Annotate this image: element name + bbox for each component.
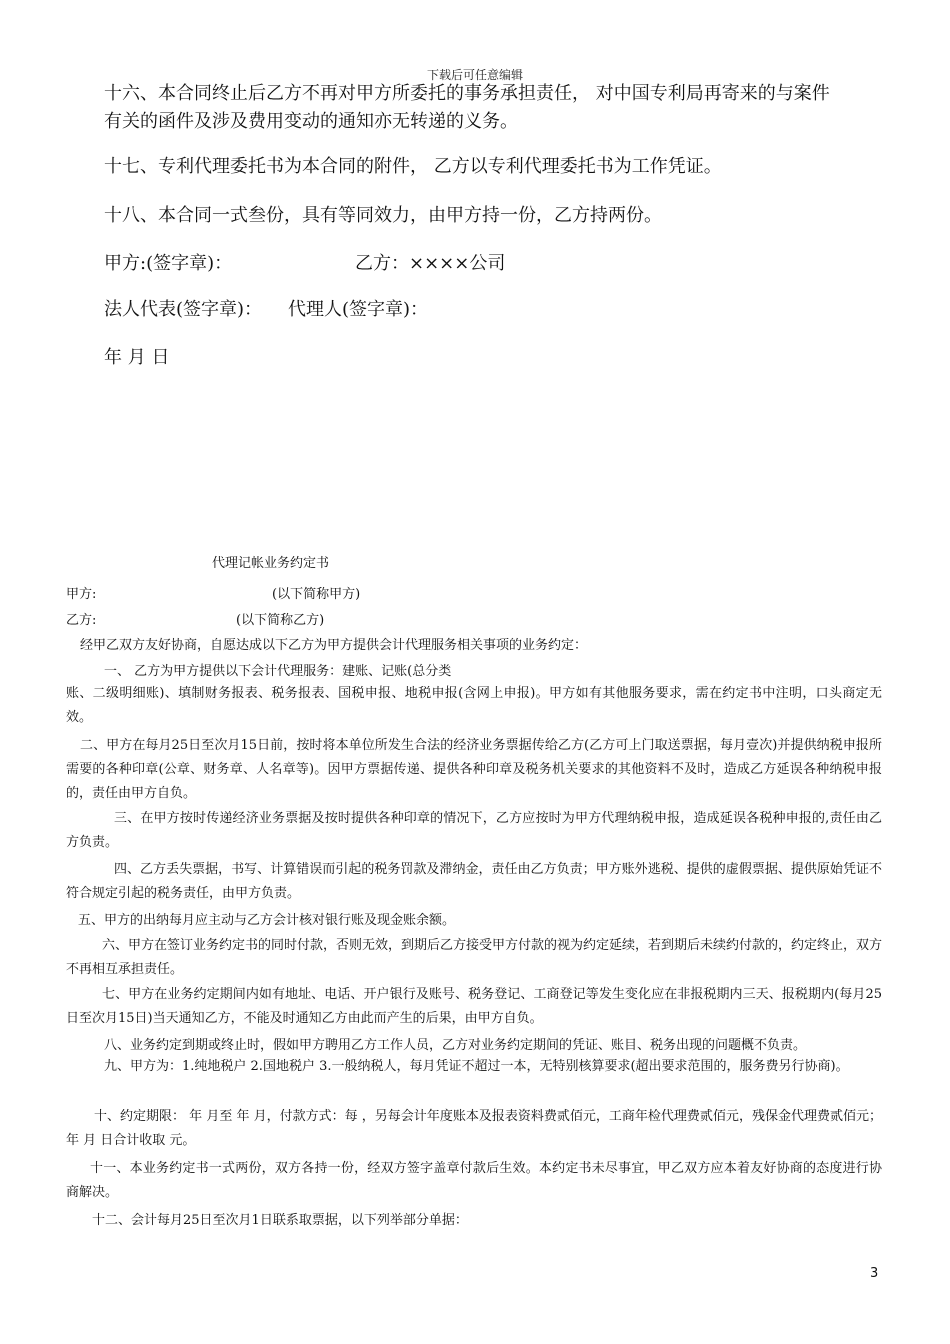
item-1-rest: 账、二级明细账)、填制财务报表、税务报表、国税申报、地税申报(含网上申报)。甲方如有其他服务要求，需在约定书中注明，口头商定无效。 bbox=[66, 686, 882, 725]
header-note: 下载后可任意编辑 bbox=[426, 68, 523, 82]
item-4: 四、乙方丢失票据，书写、计算错误而引起的税务罚款及滞纳金，责任由乙方负责；甲方账外逃税、提供的虚假票据、提供原始凭证不符合规定引起的税务责任，由甲方负责。 bbox=[66, 862, 882, 901]
clause-17: 十七、专利代理委托书为本合同的附件， 乙方以专利代理委托书为工作凭证。 bbox=[104, 156, 722, 177]
item-5: 五、甲方的出纳每月应主动与乙方会计核对银行账及现金账余额。 bbox=[78, 913, 456, 928]
party-a-signature: 甲方:(签字章)： bbox=[104, 253, 233, 274]
page-number: 3 bbox=[870, 1266, 879, 1281]
item-2: 二、甲方在每月25日至次月15日前，按时将本单位所发生合法的经济业务票据传给乙方(乙方可上门取送票据，每月壹次)并提供纳税申报所需要的各种印章(公章、财务章、人名章等)。因甲方票据传递、提供各种印章及税务机关要求的其他资料不及时，造成乙方延误各种纳税申报的，责任由甲方自负。 bbox=[66, 738, 882, 801]
item-7: 七、甲方在业务约定期间内如有地址、电话、开户银行及账号、税务登记、工商登记等发生变化应在非报税期内三天、报税期内(每月25日至次月15日)当天通知乙方，不能及时通知乙方由此而产生的后果，由甲方自负。 bbox=[66, 987, 882, 1026]
party-a-note: (以下简称甲方) bbox=[272, 587, 361, 602]
party-b-label: 乙方: bbox=[66, 613, 97, 628]
item-8: 八、业务约定到期或终止时，假如甲方聘用乙方工作人员，乙方对业务约定期间的凭证、账目、税务出现的问题概不负责。 bbox=[104, 1038, 807, 1053]
party-a-label: 甲方: bbox=[66, 587, 97, 602]
clause-16-line1: 十六、本合同终止后乙方不再对甲方所委托的事务承担责任， 对中国专利局再寄来的与案件 bbox=[104, 83, 830, 104]
date-line: 年 月 日 bbox=[104, 347, 170, 368]
legal-representative-signature: 法人代表(签字章)： bbox=[104, 299, 263, 320]
item-11: 十一、本业务约定书一式两份，双方各持一份，经双方签字盖章付款后生效。本约定书未尽事宜，甲乙双方应本着友好协商的态度进行协商解决。 bbox=[66, 1161, 882, 1200]
item-10: 十、约定期限： 年 月至 年 月，付款方式：每 ，另每会计年度账本及报表资料费贰佰元，工商年检代理费贰佰元，残保金代理费贰佰元； 年 月 日合计收取 元。 bbox=[66, 1109, 882, 1148]
agreement-intro: 经甲乙双方友好协商，自愿达成以下乙方为甲方提供会计代理服务相关事项的业务约定： bbox=[80, 638, 588, 653]
agent-signature: 代理人(签字章)： bbox=[288, 299, 429, 320]
clause-16-line2: 有关的函件及涉及费用变动的通知亦无转递的义务。 bbox=[104, 111, 518, 132]
agreement-title: 代理记帐业务约定书 bbox=[212, 556, 330, 571]
clause-18: 十八、本合同一式叁份，具有等同效力，由甲方持一份，乙方持两份。 bbox=[104, 205, 662, 226]
item-1-line1: 一、 乙方为甲方提供以下会计代理服务：建账、记账(总分类 bbox=[104, 664, 452, 679]
party-b-signature: 乙方：××××公司 bbox=[355, 253, 506, 274]
item-9: 九、甲方为：1.纯地税户 2.国地税户 3.一般纳税人，每月凭证不超过一本，无特别核算要求(超出要求范围的，服务费另行协商)。 bbox=[104, 1059, 849, 1074]
item-3: 三、在甲方按时传递经济业务票据及按时提供各种印章的情况下，乙方应按时为甲方代理纳税申报，造成延误各税种申报的,责任由乙方负责。 bbox=[66, 811, 882, 850]
item-6: 六、甲方在签订业务约定书的同时付款，否则无效，到期后乙方接受甲方付款的视为约定延续，若到期后未续约付款的，约定终止，双方不再相互承担责任。 bbox=[66, 938, 883, 977]
party-b-note: (以下简称乙方) bbox=[236, 613, 325, 628]
item-12: 十二、会计每月25日至次月1日联系取票据，以下列举部分单据： bbox=[92, 1213, 468, 1228]
